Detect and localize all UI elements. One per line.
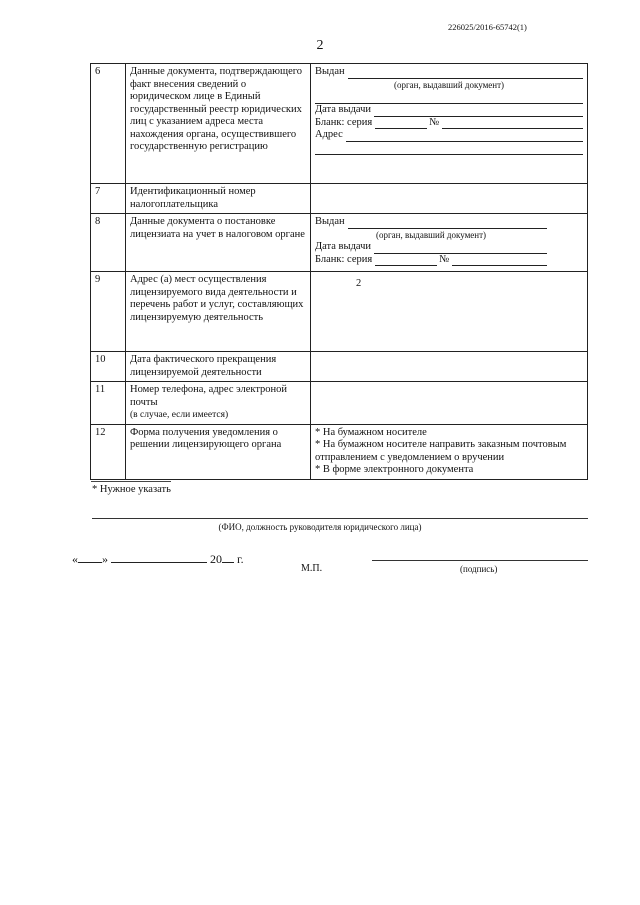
row-value-cell (311, 382, 588, 425)
delivery-option: * На бумажном носителе (315, 426, 427, 438)
delivery-option: * В форме электронного документа (315, 464, 474, 475)
footnote: * Нужное указать (92, 484, 171, 495)
issued-field (315, 66, 583, 79)
row-label-note: (в случае, если имеется) (130, 410, 229, 420)
row-value-cell (311, 214, 588, 272)
row-value-cell (311, 184, 588, 214)
row-value: 2 (356, 278, 362, 289)
day-blank (78, 551, 102, 563)
year-prefix: 20 (210, 552, 222, 566)
date-field (315, 104, 583, 117)
blank-series-label: Бланк: серия (315, 116, 373, 128)
signature-caption: (подпись) (460, 564, 498, 574)
row-label: Дата фактического прекращения лицензируемой деятельности (126, 352, 311, 382)
issued-label: Выдан (315, 66, 345, 77)
delivery-option: * На бумажном носителе направить заказным почтовым отправлением с уведомлением о вручении (315, 439, 567, 463)
fio-caption: (ФИО, должность руководителя юридического лица) (218, 522, 422, 532)
number-sign: № (439, 253, 450, 265)
issued-label: Выдан (315, 216, 345, 227)
row-number: 9 (91, 272, 126, 352)
row-value-cell (311, 64, 588, 184)
row-label: Адрес (а) мест осуществления лицензируемого вида деятельности и перечень работ и услуг, составляющих лицензируемую деятельность (126, 272, 311, 352)
address-label: Адрес (315, 129, 343, 140)
row-label-text: Номер телефона, адрес электроной почты (130, 384, 288, 408)
row-number: 12 (91, 424, 126, 479)
signature-line (372, 560, 588, 561)
row-value-cell (311, 352, 588, 382)
fio-line (92, 518, 588, 519)
row-value-cell (311, 272, 588, 352)
page-number: 2 (316, 38, 324, 53)
number-sign: № (429, 116, 440, 128)
row-number: 10 (91, 352, 126, 382)
date-field (315, 241, 547, 254)
blank-line (315, 91, 583, 104)
row-label: Форма получения уведомления о решении лицензирующего органа (126, 424, 311, 479)
row-number: 8 (91, 214, 126, 272)
row-label: Идентификационный номер налогоплательщика (126, 184, 311, 214)
month-blank (111, 551, 207, 563)
quote-open: « (72, 552, 78, 566)
stamp-place-label: М.П. (301, 563, 323, 574)
table-row (91, 424, 588, 479)
date-line (72, 551, 244, 567)
address-field (315, 129, 583, 142)
row-label: Данные документа, подтверждающего факт внесения сведений о юридическом лице в Единый государственный реестр юридических лиц с указанием адреса места нахождения органа, осуществившего государственную регистрацию (126, 64, 311, 184)
blank-series-field (315, 117, 583, 130)
row-label (126, 382, 311, 425)
issued-caption: (орган, выдавший документ) (375, 229, 487, 240)
blank-line (315, 142, 583, 155)
date-label: Дата выдачи (315, 104, 372, 115)
row-number: 11 (91, 382, 126, 425)
table-row (91, 184, 588, 214)
form-table (90, 63, 588, 480)
issued-field (315, 216, 547, 229)
date-label: Дата выдачи (315, 241, 372, 252)
table-row (91, 272, 588, 352)
year-suffix: г. (237, 552, 244, 566)
row-number: 7 (91, 184, 126, 214)
row-value-cell (311, 424, 588, 479)
table-row (91, 382, 588, 425)
issued-caption: (орган, выдавший документ) (393, 79, 505, 90)
footnote-rule (91, 481, 171, 482)
row-number: 6 (91, 64, 126, 184)
table-row (91, 214, 588, 272)
row-label: Данные документа о постановке лицензиата на учет в налоговом органе (126, 214, 311, 272)
table-row (91, 64, 588, 184)
year-blank (222, 551, 234, 563)
blank-series-label: Бланк: серия (315, 253, 373, 265)
table-row (91, 352, 588, 382)
quote-close: » (102, 552, 108, 566)
document-number: 226025/2016-65742(1) (448, 22, 527, 32)
blank-series-field (315, 254, 547, 267)
